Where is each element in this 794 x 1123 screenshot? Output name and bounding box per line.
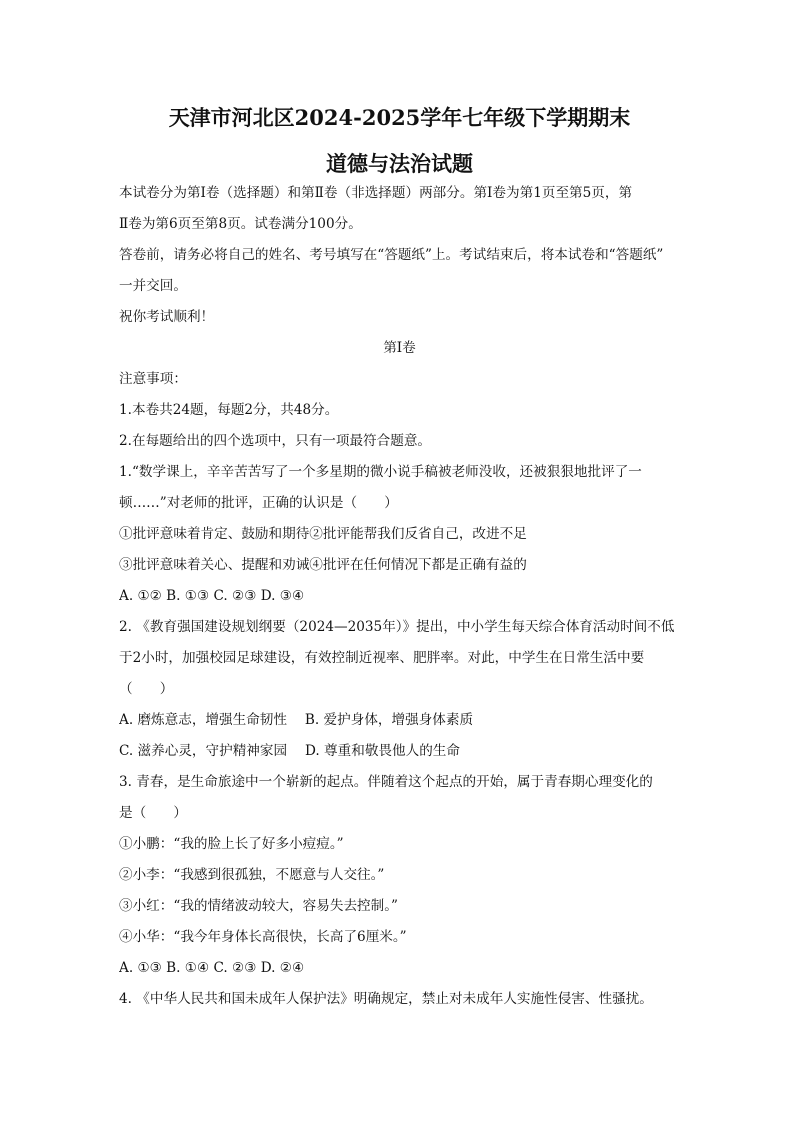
intro-line: 本试卷分为第Ⅰ卷（选择题）和第Ⅱ卷（非选择题）两部分。第Ⅰ卷为第1页至第5页，第 <box>119 185 633 201</box>
intro-line: Ⅱ卷为第6页至第8页。试卷满分100分。 <box>119 216 362 232</box>
intro-line: 祝你考试顺利！ <box>119 309 215 325</box>
question-3-statement: ②小李：“我感到很孤独，不愿意与人交往。” <box>119 867 385 883</box>
question-2-stem: 2. 《教育强国建设规划纲要（2024—2035年）》提出，中小学生每天综合体育活动时间不低 <box>119 619 675 635</box>
question-3-stem: 3. 青春，是生命旅途中一个崭新的起点。伴随着这个起点的开始，属于青春期心理变化的 <box>119 774 653 790</box>
question-1-statement: ③批评意味着关心、提醒和劝诫④批评在任何情况下都是正确有益的 <box>119 557 527 573</box>
exam-subtitle: 道德与法治试题 <box>326 151 473 176</box>
question-2-stem: 于2小时，加强校园足球建设，有效控制近视率、肥胖率。对此，中学生在日常生活中要 <box>119 650 645 666</box>
question-1-stem: 顿……”对老师的批评，正确的认识是（ ） <box>119 495 398 511</box>
section-title: 第Ⅰ卷 <box>383 340 416 356</box>
question-3-statement: ③小红：“我的情绪波动较大，容易失去控制。” <box>119 898 398 914</box>
question-1-statement: ①批评意味着肯定、鼓励和期待②批评能帮我们反省自己，改进不足 <box>119 526 527 542</box>
question-3-statement: ①小鹏：“我的脸上长了好多小痘痘。” <box>119 836 344 852</box>
question-1-stem: 1.“数学课上，辛辛苦苦写了一个多星期的微小说手稿被老师没收，还被狠狠地批评了一 <box>119 464 642 480</box>
intro-line: 答卷前，请务必将自己的姓名、考号填写在“答题纸”上。考试结束后，将本试卷和“答题纸” <box>119 247 664 263</box>
question-1-options: A. ①② B. ①③ C. ②③ D. ③④ <box>119 588 305 604</box>
question-3-options: A. ①③ B. ①④ C. ②③ D. ②④ <box>119 960 305 976</box>
question-2-stem: （ ） <box>119 681 174 697</box>
questions-block <box>119 457 680 1015</box>
intro-line: 一并交回。 <box>119 278 187 294</box>
notes-heading: 注意事项： <box>119 371 187 387</box>
note-line: 1.本卷共24题，每题2分，共48分。 <box>119 402 339 418</box>
question-2-options: A. 磨炼意志，增强生命韧性 B. 爱护身体，增强身体素质 <box>119 712 474 728</box>
exam-title: 天津市河北区2024-2025学年七年级下学期期末 <box>168 105 631 130</box>
question-3-stem: 是（ ） <box>119 805 187 821</box>
intro-block <box>119 178 680 333</box>
note-line: 2.在每题给出的四个选项中，只有一项最符合题意。 <box>119 433 432 449</box>
notes-block <box>119 364 680 457</box>
question-3-statement: ④小华：“我今年身体长高很快，长高了6厘米。” <box>119 929 407 945</box>
question-2-options: C. 滋养心灵，守护精神家园 D. 尊重和敬畏他人的生命 <box>119 743 460 759</box>
question-4-stem: 4. 《中华人民共和国未成年人保护法》明确规定，禁止对未成年人实施性侵害、性骚扰。 <box>119 991 653 1007</box>
